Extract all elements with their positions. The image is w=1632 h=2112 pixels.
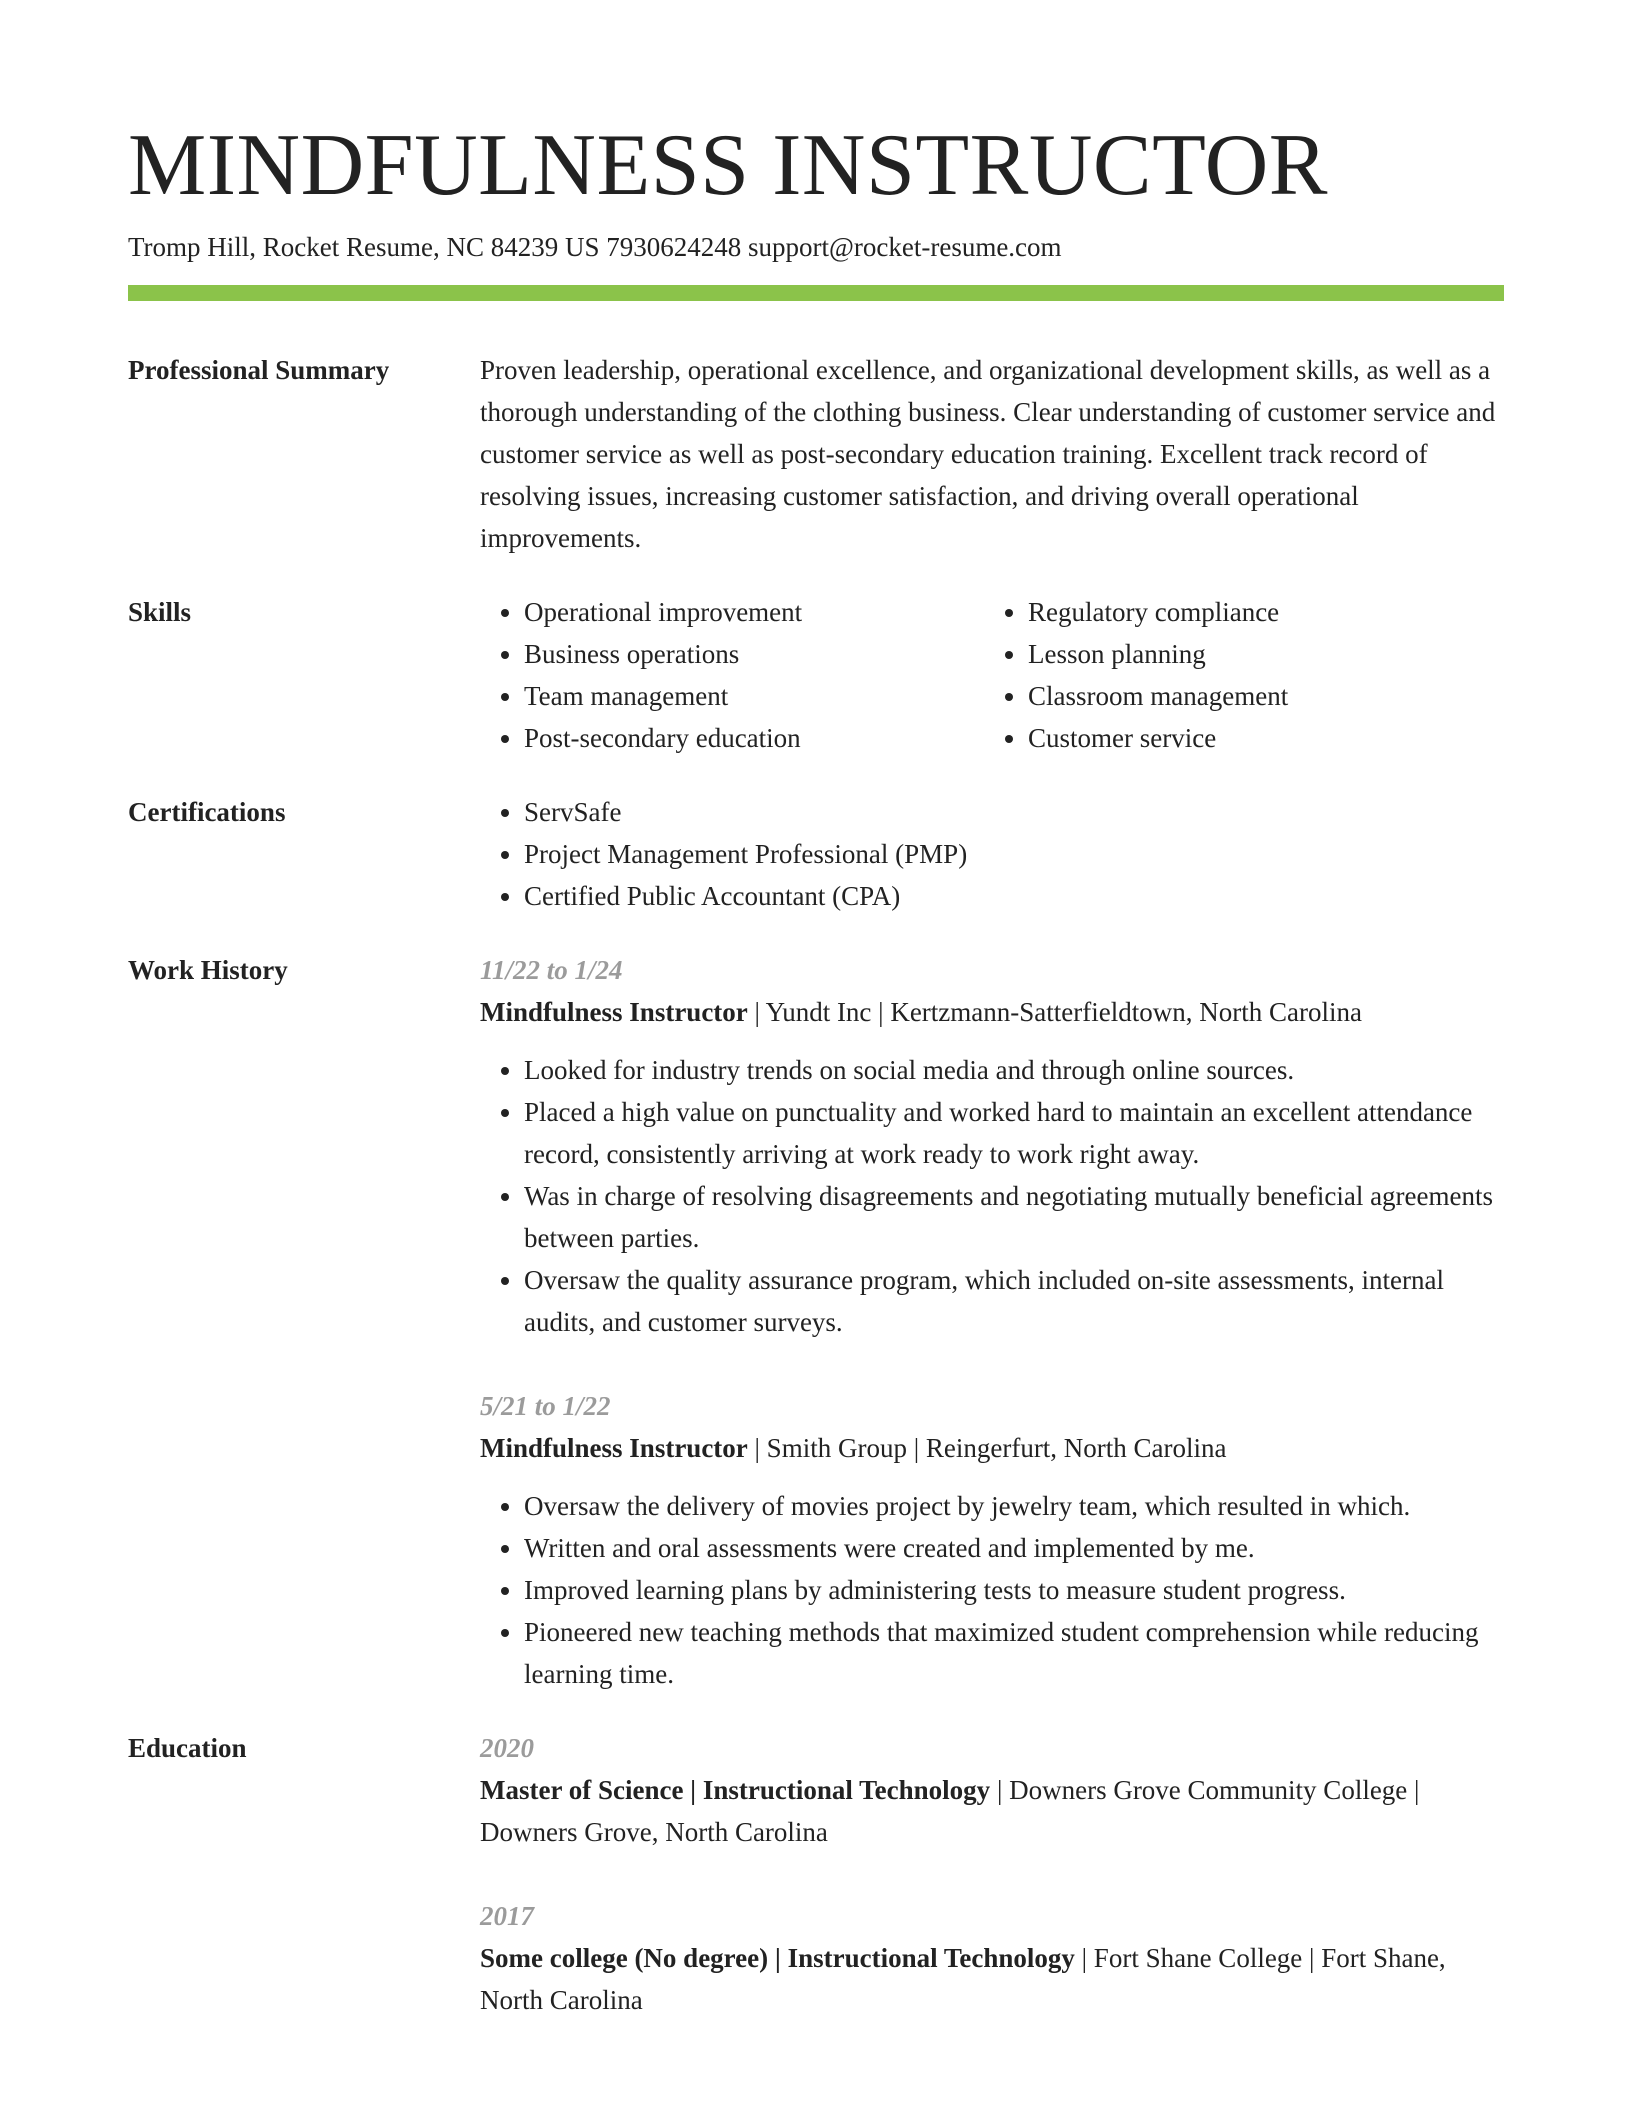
job-dates: 11/22 to 1/24	[480, 955, 623, 985]
section-professional-summary	[128, 349, 1504, 559]
skill-item: • Team management	[524, 675, 984, 717]
job-bullet: • Pioneered new teaching methods that maximized student comprehension while reducing learning time.	[524, 1611, 1504, 1695]
section-body	[480, 791, 1504, 917]
job-bullet: • Written and oral assessments were created and implemented by me.	[524, 1527, 1504, 1569]
job-bullet: • Placed a high value on punctuality and worked hard to maintain an excellent attendance record, consistently arriving at work ready to work right away.	[524, 1091, 1504, 1175]
skill-item: • Regulatory compliance	[1028, 591, 1488, 633]
education-heading	[480, 1937, 1504, 2021]
job-heading	[480, 991, 1504, 1033]
job-heading	[480, 1427, 1504, 1469]
certification-item: • Certified Public Accountant (CPA)	[524, 875, 1504, 917]
skills-grid	[480, 591, 1504, 759]
education-details: | Downers Grove Community College | Downers Grove, North Carolina	[480, 1775, 1420, 1847]
job-entry	[480, 1385, 1504, 1695]
section-body	[480, 949, 1504, 1695]
education-entry	[480, 1727, 1504, 1853]
skill-item: • Post-secondary education	[524, 717, 984, 759]
skill-item: • Operational improvement	[524, 591, 984, 633]
skill-item: • Classroom management	[1028, 675, 1488, 717]
job-bullet: • Was in charge of resolving disagreements and negotiating mutually beneficial agreements between parties.	[524, 1175, 1504, 1259]
certification-item: • ServSafe	[524, 791, 1504, 833]
job-bullet: • Oversaw the quality assurance program, which included on-site assessments, internal audits, and customer surveys.	[524, 1259, 1504, 1343]
education-entry	[480, 1895, 1504, 2021]
education-year: 2017	[480, 1901, 534, 1931]
job-bullet: • Looked for industry trends on social media and through online sources.	[524, 1049, 1504, 1091]
section-education	[128, 1727, 1504, 2021]
job-bullets	[480, 1485, 1504, 1695]
education-degree: Some college (No degree) | Instructional Technology	[480, 1943, 1075, 1973]
contact-line: Tromp Hill, Rocket Resume, NC 84239 US 7930624248 support@rocket-resume.com	[128, 232, 1062, 262]
job-role: Mindfulness Instructor	[480, 997, 748, 1027]
job-details: | Yundt Inc | Kertzmann-Satterfieldtown, North Carolina	[747, 997, 1362, 1027]
section-body	[480, 349, 1504, 559]
job-details: | Smith Group | Reingerfurt, North Carolina	[747, 1433, 1227, 1463]
job-bullet: • Oversaw the delivery of movies project by jewelry team, which resulted in which.	[524, 1485, 1504, 1527]
certification-item: • Project Management Professional (PMP)	[524, 833, 1504, 875]
job-bullet: • Improved learning plans by administering tests to measure student progress.	[524, 1569, 1504, 1611]
section-title: Skills	[128, 597, 192, 627]
section-work-history	[128, 949, 1504, 1695]
summary-text: Proven leadership, operational excellence, and organizational development skills, as well as a thorough understanding of the clothing business. Clear understanding of customer service and customer service as well as post-secondary education training. Excellent track record of resolving issues, increasing customer satisfaction, and driving overall operational improvements.	[480, 355, 1496, 553]
skills-column-left	[480, 591, 984, 759]
candidate-name: MINDFULNESS INSTRUCTOR	[128, 117, 1328, 214]
section-skills	[128, 591, 1504, 759]
section-title: Education	[128, 1733, 247, 1763]
skills-column-right	[984, 591, 1488, 759]
education-heading	[480, 1769, 1504, 1853]
resume-sections	[128, 349, 1504, 2053]
education-details: | Fort Shane College | Fort Shane, North Carolina	[480, 1943, 1446, 2015]
job-bullets	[480, 1049, 1504, 1343]
education-degree: Master of Science | Instructional Technology	[480, 1775, 991, 1805]
job-dates: 5/21 to 1/22	[480, 1391, 611, 1421]
accent-divider	[128, 285, 1504, 301]
section-title: Work History	[128, 955, 288, 985]
section-certifications	[128, 791, 1504, 917]
education-year: 2020	[480, 1733, 534, 1763]
skill-item: • Business operations	[524, 633, 984, 675]
section-title: Certifications	[128, 797, 286, 827]
section-title: Professional Summary	[128, 355, 390, 385]
skill-item: • Customer service	[1028, 717, 1488, 759]
job-entry	[480, 949, 1504, 1343]
skill-item: • Lesson planning	[1028, 633, 1488, 675]
section-body	[480, 1727, 1504, 2021]
certification-list	[480, 791, 1504, 917]
job-role: Mindfulness Instructor	[480, 1433, 748, 1463]
